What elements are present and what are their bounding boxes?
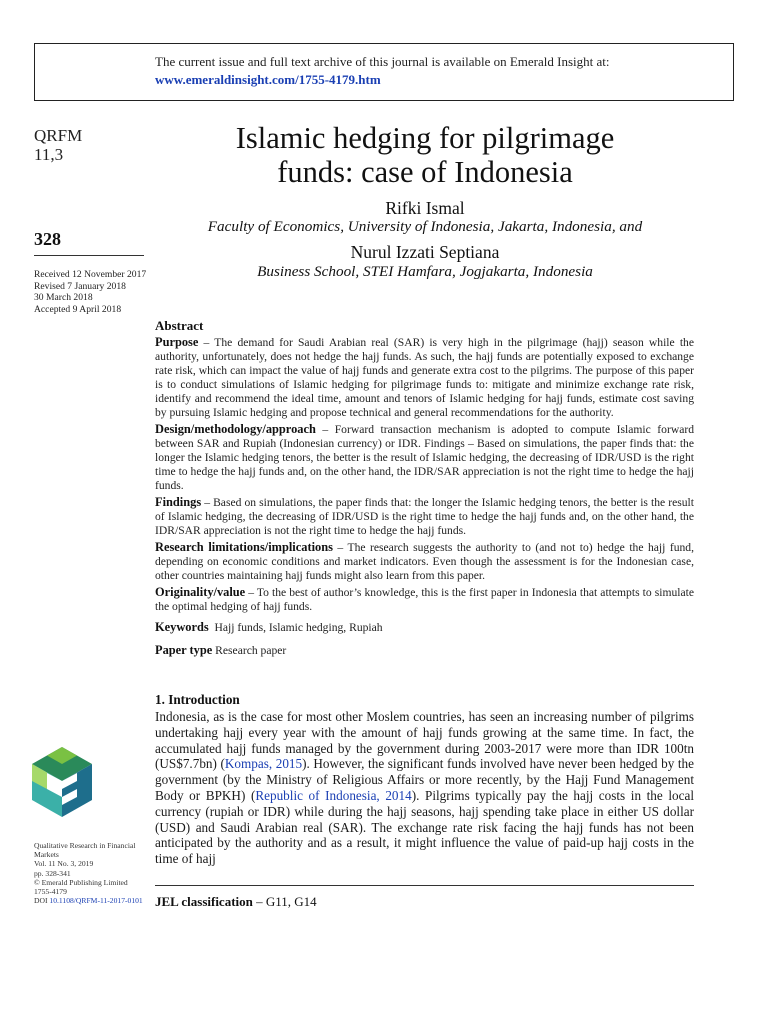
- publication-meta: [34, 841, 149, 905]
- author-1: Rifki Ismal: [385, 198, 465, 218]
- sidebar-divider: [34, 255, 144, 256]
- abstract-purpose: [155, 335, 694, 420]
- design-label: Design/methodology/approach: [155, 422, 316, 436]
- intro-text-c: ). Pilgrims typically pay the hajj costs in the local currency (rupiah or IDR) while during the hajj seasons, hajj spending take place in either US dollar (USD) and Saudi Arabian real (SAR). The exchange rate risk facing the hajj funds has not been anticipated by the authority and as a result, it might influence the value of paid-up hajj costs in the time of hajj: [155, 787, 694, 867]
- title-line-2: funds: case of Indonesia: [277, 155, 573, 189]
- meta-doi-label: DOI: [34, 896, 48, 906]
- abstract-paper-type: [155, 643, 694, 658]
- jel-divider: [155, 885, 694, 886]
- date-received: Received 12 November 2017: [34, 269, 147, 280]
- volume-issue: 11,3: [34, 145, 64, 164]
- affiliation-1: Faculty of Economics, University of Indonesia, Jakarta, Indonesia, and: [207, 218, 643, 235]
- date-accepted: Accepted 9 April 2018: [34, 303, 122, 315]
- article-title: [155, 121, 695, 189]
- keywords-text: Hajj funds, Islamic hedging, Rupiah: [214, 621, 383, 634]
- purpose-text: – The demand for Saudi Arabian real (SAR) is very high in the pilgrimage (hajj) season while the authority, unfortunately, does not hedge the hajj funds. As such, the hajj funds are potentially exposed to exchange rate risk, which can impact the value of hajj funds and generate extra cost to the pilgrims. The purpose of this paper is to conduct simulations of Islamic hedging for pilgrimage funds to: mitigate and minimize exchange rate risk, identify and recommend the ideal time, amount and tenors of Islamic hedging for hajj funds, estimate cost saving by pursuing Islamic hedging and propose technical and general recommendations for the authority.: [155, 336, 694, 419]
- originality-label: Originality/value: [155, 585, 246, 599]
- introduction-body: [155, 709, 694, 867]
- jel-label: JEL classification: [155, 894, 253, 909]
- originality-text: – To the best of author’s knowledge, this is the first paper in Indonesia that attempts to simulate the optimal hedging of hajj funds.: [155, 586, 694, 613]
- abstract-body: [155, 335, 694, 660]
- abstract-originality: [155, 585, 694, 614]
- meta-vol: Vol. 11 No. 3, 2019: [34, 859, 94, 869]
- jel-classification: [155, 894, 317, 910]
- meta-journal-name-2: Markets: [34, 850, 59, 860]
- header-notice-text: The current issue and full text archive of this journal is available on Emerald Insight at:: [155, 54, 610, 69]
- limitations-label: Research limitations/implications: [155, 540, 333, 554]
- author-2: Nurul Izzati Septiana: [350, 242, 500, 262]
- design-text: – Forward transaction mechanism is adopted to compute Islamic forward between SAR and Rupiah (Indonesian currency) or IDR. Findings – Based on simulations, the paper finds that: the longer the Islamic hedging tenors, the better is the result of Islamic hedging, the decreasing of IDR/USD is the right time to hedge the hajj funds and, on the other hand, the IDR/SAR appreciation is not the right time to hedge the hajj funds.: [155, 423, 694, 492]
- affiliation-2: Business School, STEI Hamfara, Jogjakarta, Indonesia: [257, 263, 593, 280]
- meta-issn: 1755-4179: [34, 887, 67, 897]
- article-dates: [34, 269, 146, 315]
- jel-codes: – G11, G14: [252, 894, 317, 909]
- abstract-keywords: [155, 620, 694, 635]
- meta-pages: pp. 328-341: [34, 868, 71, 878]
- meta-doi-link[interactable]: 10.1108/QRFM-11-2017-0101: [49, 896, 143, 906]
- keywords-label: Keywords: [155, 620, 209, 634]
- meta-copyright: © Emerald Publishing Limited: [34, 877, 128, 887]
- purpose-label: Purpose: [155, 335, 199, 349]
- paper-type-text: Research paper: [215, 644, 287, 657]
- findings-text: – Based on simulations, the paper finds that: the longer the Islamic hedging tenors, the better is the result of Islamic hedging, the decreasing of IDR/USD is the right time to hedge the hajj funds and, on the other hand, the IDR/SAR appreciation is not the right time to hedge the hajj funds.: [155, 496, 694, 537]
- header-notice-box: [34, 43, 734, 101]
- emerald-logo-icon: [30, 745, 94, 819]
- paper-type-label: Paper type: [155, 643, 213, 657]
- intro-text-b: ). However, the significant funds involved have never been hedged by the government (by the Ministry of Religious Affairs or more recently, by the Hajj Fund Management Body or BPKH) (: [155, 756, 694, 803]
- intro-text-a: Indonesia, as is the case for most other Moslem countries, has seen an increasing number of pilgrims undertaking hajj every year with the amount of hajj funds growing at the same time. In fact, the accumulated hajj funds managed by the government during 2003-2017 were more than IDR 100tn (US$7.7bn) (: [155, 709, 694, 772]
- meta-doi: [34, 896, 149, 905]
- journal-info: [34, 126, 82, 164]
- journal-url-link[interactable]: www.emeraldinsight.com/1755-4179.htm: [155, 72, 381, 87]
- findings-label: Findings: [155, 495, 202, 509]
- abstract-design: [155, 422, 694, 493]
- title-line-1: Islamic hedging for pilgrimage: [235, 121, 615, 155]
- page-number: 328: [34, 229, 61, 249]
- abstract-findings: [155, 495, 694, 538]
- abstract-heading: Abstract: [155, 318, 204, 333]
- meta-journal-name-1: Qualitative Research in Financial: [34, 841, 136, 850]
- abstract-limitations: [155, 540, 694, 583]
- introduction-heading: 1. Introduction: [155, 692, 240, 707]
- date-revised: Revised 7 January 2018: [34, 280, 126, 292]
- limitations-text: – The research suggests the authority to (and not to) hedge the hajj fund, depending on economic conditions and market indicators. Even though the assessment is for the Indonesian case, other countries maintaining hajj funds might also learn from this paper.: [155, 541, 694, 582]
- journal-abbr: QRFM: [34, 126, 83, 145]
- citation-republic-link[interactable]: Republic of Indonesia, 2014: [255, 787, 412, 803]
- citation-kompas-link[interactable]: Kompas, 2015: [224, 756, 303, 772]
- date-revised-2: 30 March 2018: [34, 292, 93, 303]
